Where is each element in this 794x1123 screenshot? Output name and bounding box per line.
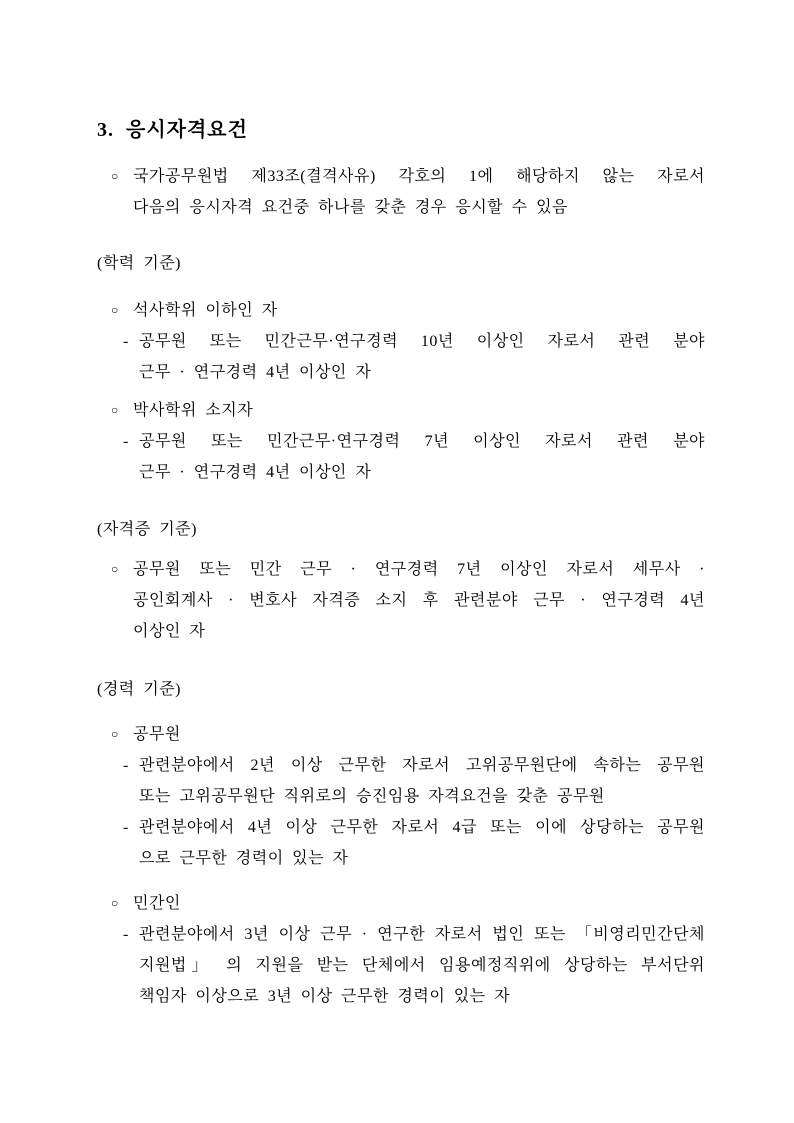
dash-bullet: -	[123, 757, 129, 774]
dash-subitem	[97, 919, 705, 1012]
text-line: 관련분야에서 3년 이상 근무 · 연구한 자로서 법인 또는 「비영리민간단체	[139, 926, 705, 943]
text-line: 으로 근무한 경력이 있는 자	[139, 850, 349, 867]
circle-bullet: ○	[111, 303, 119, 317]
text-line: 공무원 또는 민간근무·연구경력 7년 이상인 자로서 관련 분야	[139, 433, 705, 450]
text-line: 관련분야에서 2년 이상 근무한 자로서 고위공무원단에 속하는 공무원	[139, 757, 705, 774]
criteria-heading-license: (자격증 기준)	[97, 521, 197, 538]
page-title: 3. 응시자격요건	[97, 119, 248, 141]
criteria-heading-education: (학력 기준)	[97, 255, 181, 272]
text-line: 이상인 자	[133, 623, 206, 640]
document-content	[97, 118, 705, 1012]
text-line: 관련분야에서 4년 이상 근무한 자로서 4급 또는 이에 상당하는 공무원	[139, 819, 705, 836]
dash-bullet: -	[123, 333, 129, 350]
dash-bullet: -	[123, 819, 129, 836]
text-line: 지원법」 의 지원을 받는 단체에서 임용예정직위에 상당하는 부서단위	[139, 957, 705, 974]
intro-text	[133, 161, 705, 223]
bullet-item-doctorate	[97, 395, 705, 426]
dash-subitem	[97, 812, 705, 874]
circle-bullet: ○	[111, 896, 119, 910]
text-line: 공무원 또는 민간근무·연구경력 10년 이상인 자로서 관련 분야	[139, 333, 705, 350]
bullet-item-civil-servant	[97, 719, 705, 750]
text-line: 책임자 이상으로 3년 이상 근무한 경력이 있는 자	[139, 988, 511, 1005]
criteria-heading-career: (경력 기준)	[97, 681, 181, 698]
item-title: 공무원	[133, 726, 181, 743]
text-line: 국가공무원법 제33조(결격사유) 각호의 1에 해당하지 않는 자로서	[133, 168, 705, 185]
bullet-item-masters	[97, 295, 705, 326]
circle-bullet: ○	[111, 169, 119, 183]
text-line: 다음의 응시자격 요건중 하나를 갖춘 경우 응시할 수 있음	[133, 199, 568, 216]
circle-bullet: ○	[111, 727, 119, 741]
dash-subitem	[97, 326, 705, 388]
intro-bullet-item	[97, 161, 705, 223]
text-line: 근무 · 연구경력 4년 이상인 자	[139, 464, 372, 481]
text-line: 공무원 또는 민간 근무 · 연구경력 7년 이상인 자로서 세무사 ·	[133, 561, 705, 578]
circle-bullet: ○	[111, 562, 119, 576]
dash-bullet: -	[123, 433, 129, 450]
bullet-item-civilian	[97, 888, 705, 919]
dash-subitem	[97, 750, 705, 812]
item-title: 박사학위 소지자	[133, 402, 254, 419]
bullet-item-license	[97, 554, 705, 647]
circle-bullet: ○	[111, 403, 119, 417]
dash-bullet: -	[123, 926, 129, 943]
text-line: 공인회계사 · 변호사 자격증 소지 후 관련분야 근무 · 연구경력 4년	[133, 592, 705, 609]
item-title: 석사학위 이하인 자	[133, 302, 278, 319]
item-title: 민간인	[133, 895, 181, 912]
text-line: 근무 · 연구경력 4년 이상인 자	[139, 364, 372, 381]
text-line: 또는 고위공무원단 직위로의 승진임용 자격요건을 갖춘 공무원	[139, 788, 605, 805]
dash-subitem	[97, 426, 705, 488]
